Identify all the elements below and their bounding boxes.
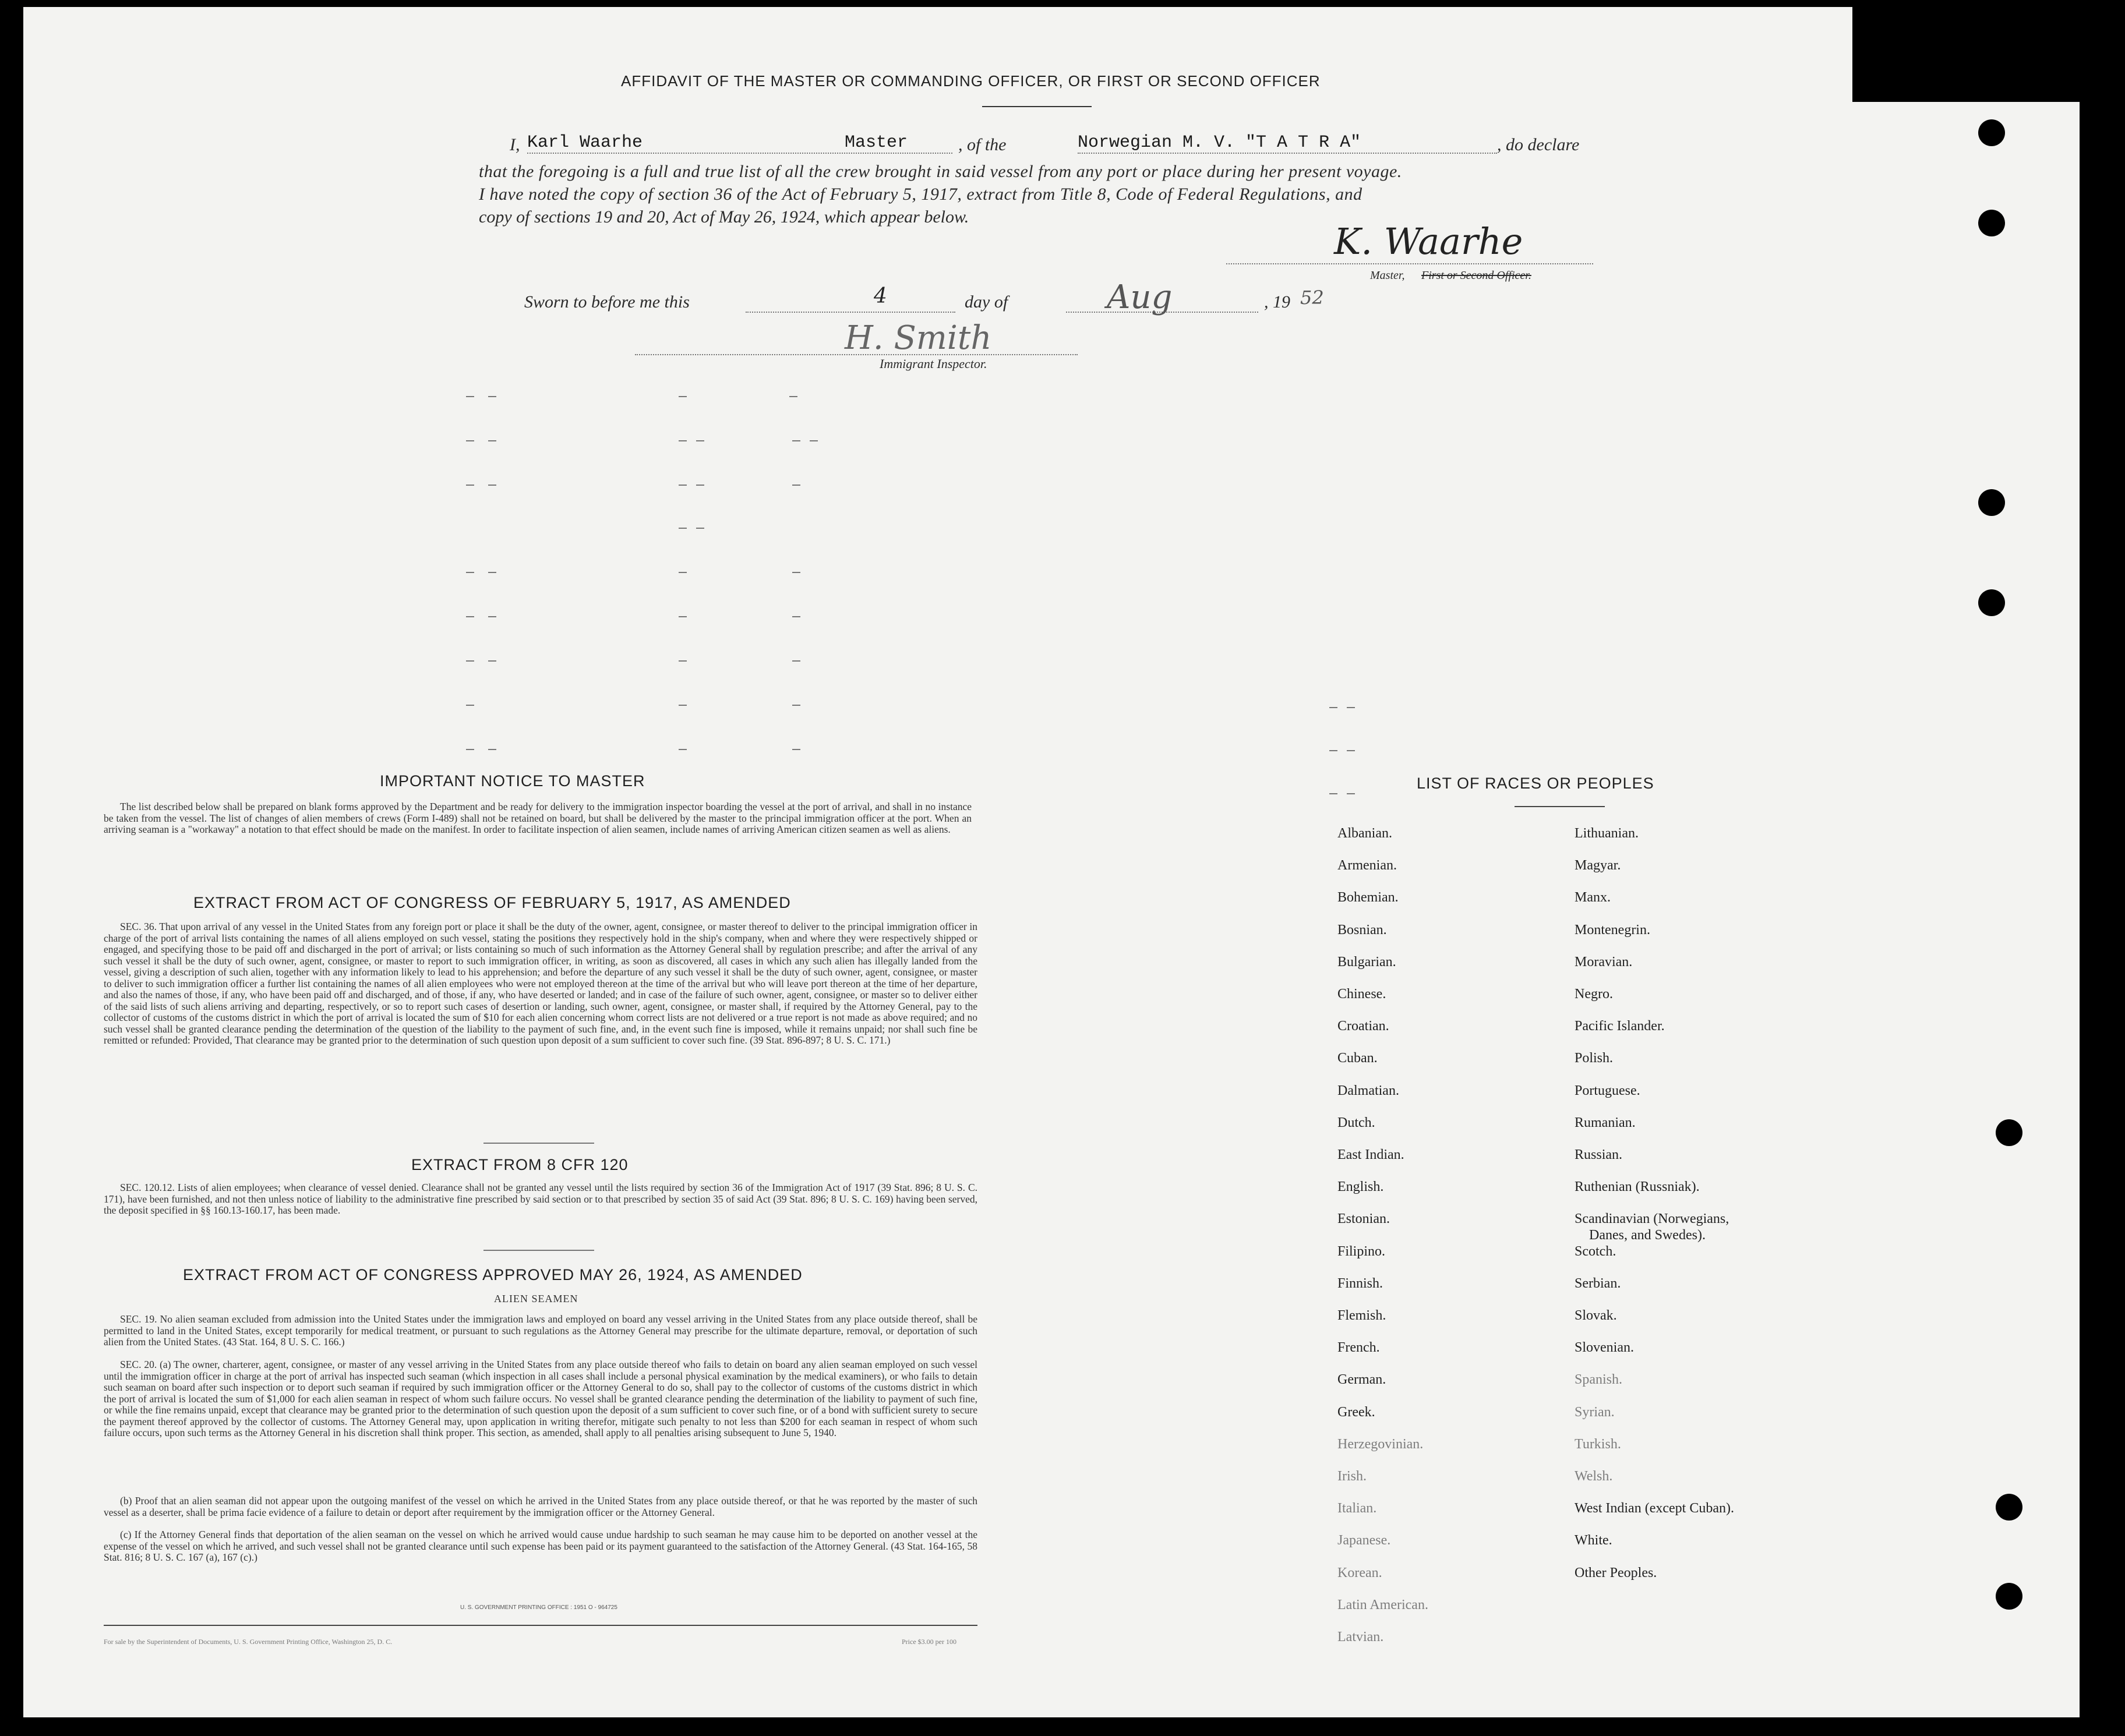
punch-hole [1978, 210, 2005, 236]
race-item: Negro. [1575, 987, 1613, 1002]
race-item: Syrian. [1575, 1405, 1615, 1420]
race-item: Croatian. [1337, 1019, 1389, 1034]
race-item: West Indian (except Cuban). [1575, 1501, 1734, 1516]
race-item: Magyar. [1575, 858, 1621, 873]
race-item: Latin American. [1337, 1597, 1428, 1613]
race-item: Other Peoples. [1575, 1565, 1657, 1581]
footer-price: Price $3.00 per 100 [902, 1638, 956, 1646]
race-item: Cuban. [1337, 1051, 1378, 1066]
declaration-line: that the foregoing is a full and true list of all the crew brought in said vessel from any port or place during her present voyage. [479, 162, 1402, 181]
section-20c: (c) If the Attorney General finds that deportation of the alien seaman on the vessel on which he arrived would cause undue hardship to such seaman he may cause him to be deported on another vessel at the expense of the vessel on which he arrived, and such vessel shall not be granted clearance until such expense has been paid or its payment guaranteed to the satisfaction of the Attorney General. (43 Stat. 164-165, 58 Stat. 816; 8 U. S. C. 167 (a), 167 (c).) [104, 1529, 977, 1563]
master-signature: K. Waarhe [1334, 220, 1523, 263]
sworn-day: 4 [874, 284, 887, 308]
race-item: Scotch. [1575, 1244, 1616, 1259]
vessel-name: Norwegian M. V. "T A T R A" [1078, 133, 1361, 153]
race-item: Estonian. [1337, 1211, 1390, 1226]
punch-hole [1996, 1119, 2022, 1146]
punch-hole [1978, 119, 2005, 146]
section-20a: SEC. 20. (a) The owner, charterer, agent, consignee, or master of any vessel arriving in the United States from any place outside thereof who fails to detain on board any alien seaman employed on such vessel until the immigration officer in charge at the port of arrival has inspected such seaman (which inspection in all cases shall include a personal physical examination by the medical examiners), or who fails to detain such seaman on board after such inspection or to deport such seaman if required by such immigration officer or the Attorney General to do so, shall pay to the collector of customs of the customs district in which the port of arrival is located the sum of $1,000 for each alien seaman in respect of whom such failure occurs. No vessel shall be granted clearance pending the determination of the liability to payment of such fine, or while the fine remains unpaid, except that clearance may be granted prior to the determination of such question upon the deposit of a sum sufficient to cover such fine, or of a bond with sufficient surety to secure the payment thereof approved by the collector of customs. The Attorney General may, upon application in writing therefor, mitigate such penalty to not less than $200 for each seaman in respect of whom such failure occurs, upon such terms as the Attorney General in his discretion shall think proper. This section, as amended, shall apply to all penalties arising subsequent to June 5, 1940. [104, 1359, 977, 1438]
section-19: SEC. 19. No alien seaman excluded from admission into the United States under the immigration laws and employed on board any vessel arriving in the United States from any place outside thereof, shall be permitted to land in the United States, except temporarily for medical treatment, or pursuant to such regulations as the Attorney General may prescribe for the ultimate departure, removal, or deportation of such alien from the United States. (43 Stat. 164, 8 U. S. C. 166.) [104, 1313, 977, 1348]
race-item: Turkish. [1575, 1437, 1621, 1452]
punch-hole [1996, 1583, 2022, 1610]
race-item: Moravian. [1575, 954, 1633, 970]
document-page [23, 7, 2080, 1717]
master-label: Master, [1370, 269, 1405, 282]
footer-sale-note: For sale by the Superintendent of Documents, U. S. Government Printing Office, Washington 25, D. C. [104, 1638, 393, 1646]
race-item: Polish. [1575, 1051, 1614, 1066]
footer-rule [104, 1625, 977, 1626]
printing-office: U. S. GOVERNMENT PRINTING OFFICE : 1951 O - 964725 [460, 1604, 617, 1611]
extract-1924-title: EXTRACT FROM ACT OF CONGRESS APPROVED MAY 26, 1924, AS AMENDED [183, 1266, 803, 1284]
race-item: Dalmatian. [1337, 1083, 1399, 1098]
day-of-label: day of [965, 292, 1008, 312]
year-prefix: , 19 [1264, 292, 1290, 312]
race-item: Japanese. [1337, 1533, 1391, 1548]
declaration-line: copy of sections 19 and 20, Act of May 26, 1924, which appear below. [479, 207, 969, 227]
sworn-day-line [746, 312, 955, 313]
race-item: Spanish. [1575, 1372, 1623, 1387]
declarant-prefix: I, [510, 135, 520, 154]
race-item: Slovak. [1575, 1308, 1617, 1323]
inspector-label: Immigrant Inspector. [880, 356, 987, 371]
declaration-line: I have noted the copy of section 36 of the Act of February 5, 1917, extract from Title 8, Code of Federal Regulations, and [479, 185, 1362, 204]
race-item: Ruthenian (Russniak). [1575, 1179, 1700, 1194]
section-divider [483, 1250, 594, 1251]
race-item: English. [1337, 1179, 1384, 1194]
do-declare-label: , do declare [1497, 135, 1580, 154]
race-item: Greek. [1337, 1405, 1375, 1420]
race-item: Flemish. [1337, 1308, 1386, 1323]
race-item: Armenian. [1337, 858, 1397, 873]
name-line [527, 153, 952, 154]
title-divider [982, 106, 1092, 107]
punch-hole [1996, 1494, 2022, 1521]
race-item: French. [1337, 1340, 1380, 1355]
race-item: Portuguese. [1575, 1083, 1640, 1098]
inspector-line [635, 354, 1078, 355]
race-item: Finnish. [1337, 1276, 1383, 1291]
race-item: Pacific Islander. [1575, 1019, 1665, 1034]
declarant-rank: Master [845, 133, 908, 153]
race-item: Welsh. [1575, 1469, 1613, 1484]
declarant-name: Karl Waarhe [527, 133, 643, 153]
race-item: Lithuanian. [1575, 826, 1639, 841]
vessel-line [1078, 153, 1497, 154]
extract-cfr-body: SEC. 120.12. Lists of alien employees; when clearance of vessel denied. Clearance shall not be granted any vessel until the lists required by section 36 of the Immigration Act of 1917 (39 Stat. 896; 8 U. S. C. 171), have been furnished, and not then unless notice of liability to the administrative fine prescribed by said section or to that prescribed by section 35 of said Act (39 Stat. 896; 8 U. S. C. 169) having been served, the deposit specified in §§ 160.13-160.17, has been made. [104, 1182, 977, 1216]
extract-cfr-title: EXTRACT FROM 8 CFR 120 [411, 1156, 629, 1173]
race-item: Herzegovinian. [1337, 1437, 1424, 1452]
scan-border [1852, 0, 2097, 102]
race-item: Albanian. [1337, 826, 1392, 841]
notice-title: IMPORTANT NOTICE TO MASTER [380, 772, 645, 790]
inspector-signature: H. Smith [845, 319, 992, 357]
extract-1917-body: SEC. 36. That upon arrival of any vessel in the United States from any foreign port or place it shall be the duty of the owner, agent, consignee, or master thereof to deliver to the principal immigration officer in charge of the port of arrival lists containing the names of all aliens employed on such vessel, stating the positions they respectively hold in the ship's company, when and where they were respectively shipped or engaged, and specifying those to be paid off and discharged in the port of arrival; or lists containing so much of such information as the Attorney General shall by regulation prescribe; and after the arrival of any such vessel it shall be the duty of such owner, agent, consignee, or master to report to such immigration officer, in writing, as soon as discovered, all cases in which any such alien has illegally landed from the vessel, giving a description of such alien, together with any information likely to lead to his apprehension; and before the departure of any such vessel it shall be the duty of such owner, agent, consignee, or master to deliver to such immigration officer a further list containing the names of all alien employees who were not employed thereon at the time of the arrival but who will leave port thereon at the time of her departure, and also the names of those, if any, who have been paid off and discharged, and of those, if any, who have deserted or landed; and in case of the failure of such owner, agent, consignee, or master so to deliver either of the said lists of such aliens arriving and departing, respectively, or so to report such cases of desertion or landing, such owner, agent, consignee, or master shall, if required by the Attorney General, pay to the collector of customs of the customs district in which the port of arrival is located the sum of $10 for each alien concerning whom correct lists are not delivered or a true report is not made as above required; and no such vessel shall be granted clearance pending the determination of the question of the liability to the payment of such fine, and, in the event such fine is imposed, while it remains unpaid; nor shall such fine be remitted or refunded: Provided, That clearance may be granted prior to the determination of such question upon deposit of a sum sufficient to cover such fine. (39 Stat. 896-897; 8 U. S. C. 171.) [104, 921, 977, 1046]
section-divider [483, 1143, 594, 1144]
races-divider [1515, 806, 1605, 807]
race-item: Korean. [1337, 1565, 1382, 1581]
race-item: Latvian. [1337, 1629, 1384, 1645]
punch-hole [1978, 589, 2005, 616]
race-item: Italian. [1337, 1501, 1377, 1516]
affidavit-title: AFFIDAVIT OF THE MASTER OR COMMANDING OFFICER, OR FIRST OR SECOND OFFICER [621, 72, 1321, 90]
struck-officer-label: First or Second Officer. [1421, 269, 1531, 282]
race-item: Irish. [1337, 1469, 1367, 1484]
section-20b: (b) Proof that an alien seaman did not appear upon the outgoing manifest of the vessel on which he arrived in the United States from any place outside thereof, or that he was reported by the master of such vessel as a deserter, shall be prima facie evidence of a failure to detain or deport after requirement by the immigration officer or the Attorney General. [104, 1495, 977, 1518]
extract-1917-title: EXTRACT FROM ACT OF CONGRESS OF FEBRUARY 5, 1917, AS AMENDED [193, 894, 791, 911]
race-item: Bohemian. [1337, 890, 1399, 905]
race-item: Danes, and Swedes). [1589, 1228, 1706, 1243]
signature-line [1226, 263, 1593, 264]
punch-hole [1978, 489, 2005, 516]
race-item: Dutch. [1337, 1115, 1375, 1130]
race-item: Russian. [1575, 1147, 1623, 1162]
alien-seamen-subtitle: ALIEN SEAMEN [494, 1293, 578, 1304]
race-item: Manx. [1575, 890, 1611, 905]
notice-body: The list described below shall be prepared on blank forms approved by the Department and be ready for delivery to the immigration inspector boarding the vessel at the port of arrival, and shall in no instance be taken from the vessel. The list of changes of alien members of crews (Form I-489) shall not be retained on board, but shall be delivered by the master to the principal immigration officer at the port. When an arriving seaman is a "workaway" a notation to that effect should be made on the manifest. In order to facilitate inspection of alien seamen, include names of arriving American citizen seamen as well as aliens. [104, 801, 972, 835]
race-item: Montenegrin. [1575, 922, 1650, 938]
race-item: White. [1575, 1533, 1612, 1548]
race-item: Bulgarian. [1337, 954, 1396, 970]
sworn-label: Sworn to before me this [524, 292, 690, 312]
race-item: Chinese. [1337, 987, 1386, 1002]
sworn-year: 52 [1300, 287, 1324, 309]
race-item: Scandinavian (Norwegians, [1575, 1211, 1729, 1226]
race-item: Serbian. [1575, 1276, 1621, 1291]
race-item: Filipino. [1337, 1244, 1386, 1259]
race-item: Rumanian. [1575, 1115, 1636, 1130]
race-item: Bosnian. [1337, 922, 1387, 938]
of-the-label: , of the [958, 135, 1007, 154]
sworn-month: Aug [1107, 278, 1173, 316]
race-item: German. [1337, 1372, 1386, 1387]
race-item: East Indian. [1337, 1147, 1404, 1162]
race-item: Slovenian. [1575, 1340, 1634, 1355]
races-title: LIST OF RACES OR PEOPLES [1417, 775, 1654, 792]
